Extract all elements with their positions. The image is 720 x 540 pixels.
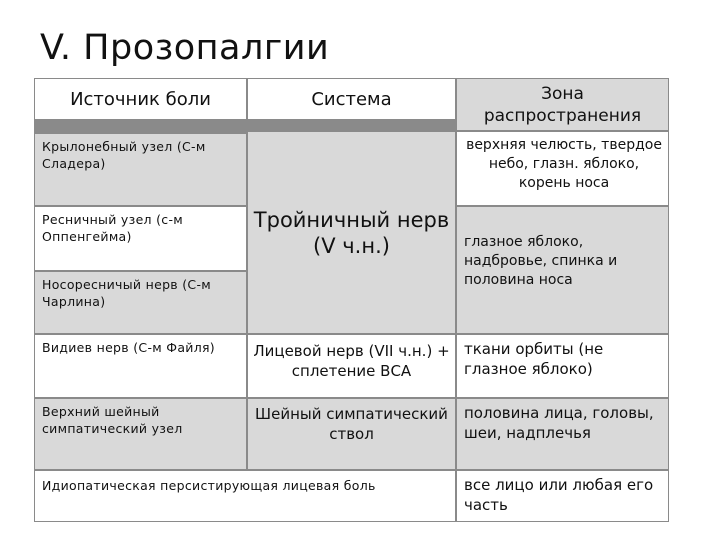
header-system: Система — [248, 79, 455, 119]
zone-r1: верхняя челюсть, твердое небо, глазн. яблоко, корень носа — [457, 132, 668, 205]
system-trigeminal: Тройничный нерв (V ч.н.) — [248, 132, 455, 333]
source-vidian: Видиев нерв (С-м Файля) — [35, 335, 246, 397]
source-ciliary: Ресничный узел (с-м Оппенгейма) — [35, 207, 246, 270]
system-facial: Лицевой нерв (VII ч.н.) + сплетение ВСА — [248, 335, 455, 397]
zone-r5: половина лица, головы, шеи, надплечья — [457, 399, 668, 469]
slide-title: V. Прозопалгии — [40, 28, 330, 68]
header-zone: Зона распространения — [457, 79, 668, 130]
source-superior-cervical: Верхний шейный симпатический узел — [35, 399, 246, 469]
prosopalgia-table — [34, 78, 669, 522]
source-pterygopalatine: Крылонебный узел (С-м Сладера) — [35, 134, 246, 205]
source-idiopathic: Идиопатическая персистирующая лицевая боль — [35, 471, 455, 521]
source-nasociliary: Носоресничый нерв (С-м Чарлина) — [35, 272, 246, 333]
system-cervical: Шейный симпатический ствол — [248, 399, 455, 469]
zone-r4: ткани орбиты (не глазное яблоко) — [457, 335, 668, 397]
zone-r6: все лицо или любая его часть — [457, 471, 668, 521]
header-source: Источник боли — [35, 79, 246, 119]
zone-r23: глазное яблоко, надбровье, спинка и половина носа — [457, 207, 668, 333]
